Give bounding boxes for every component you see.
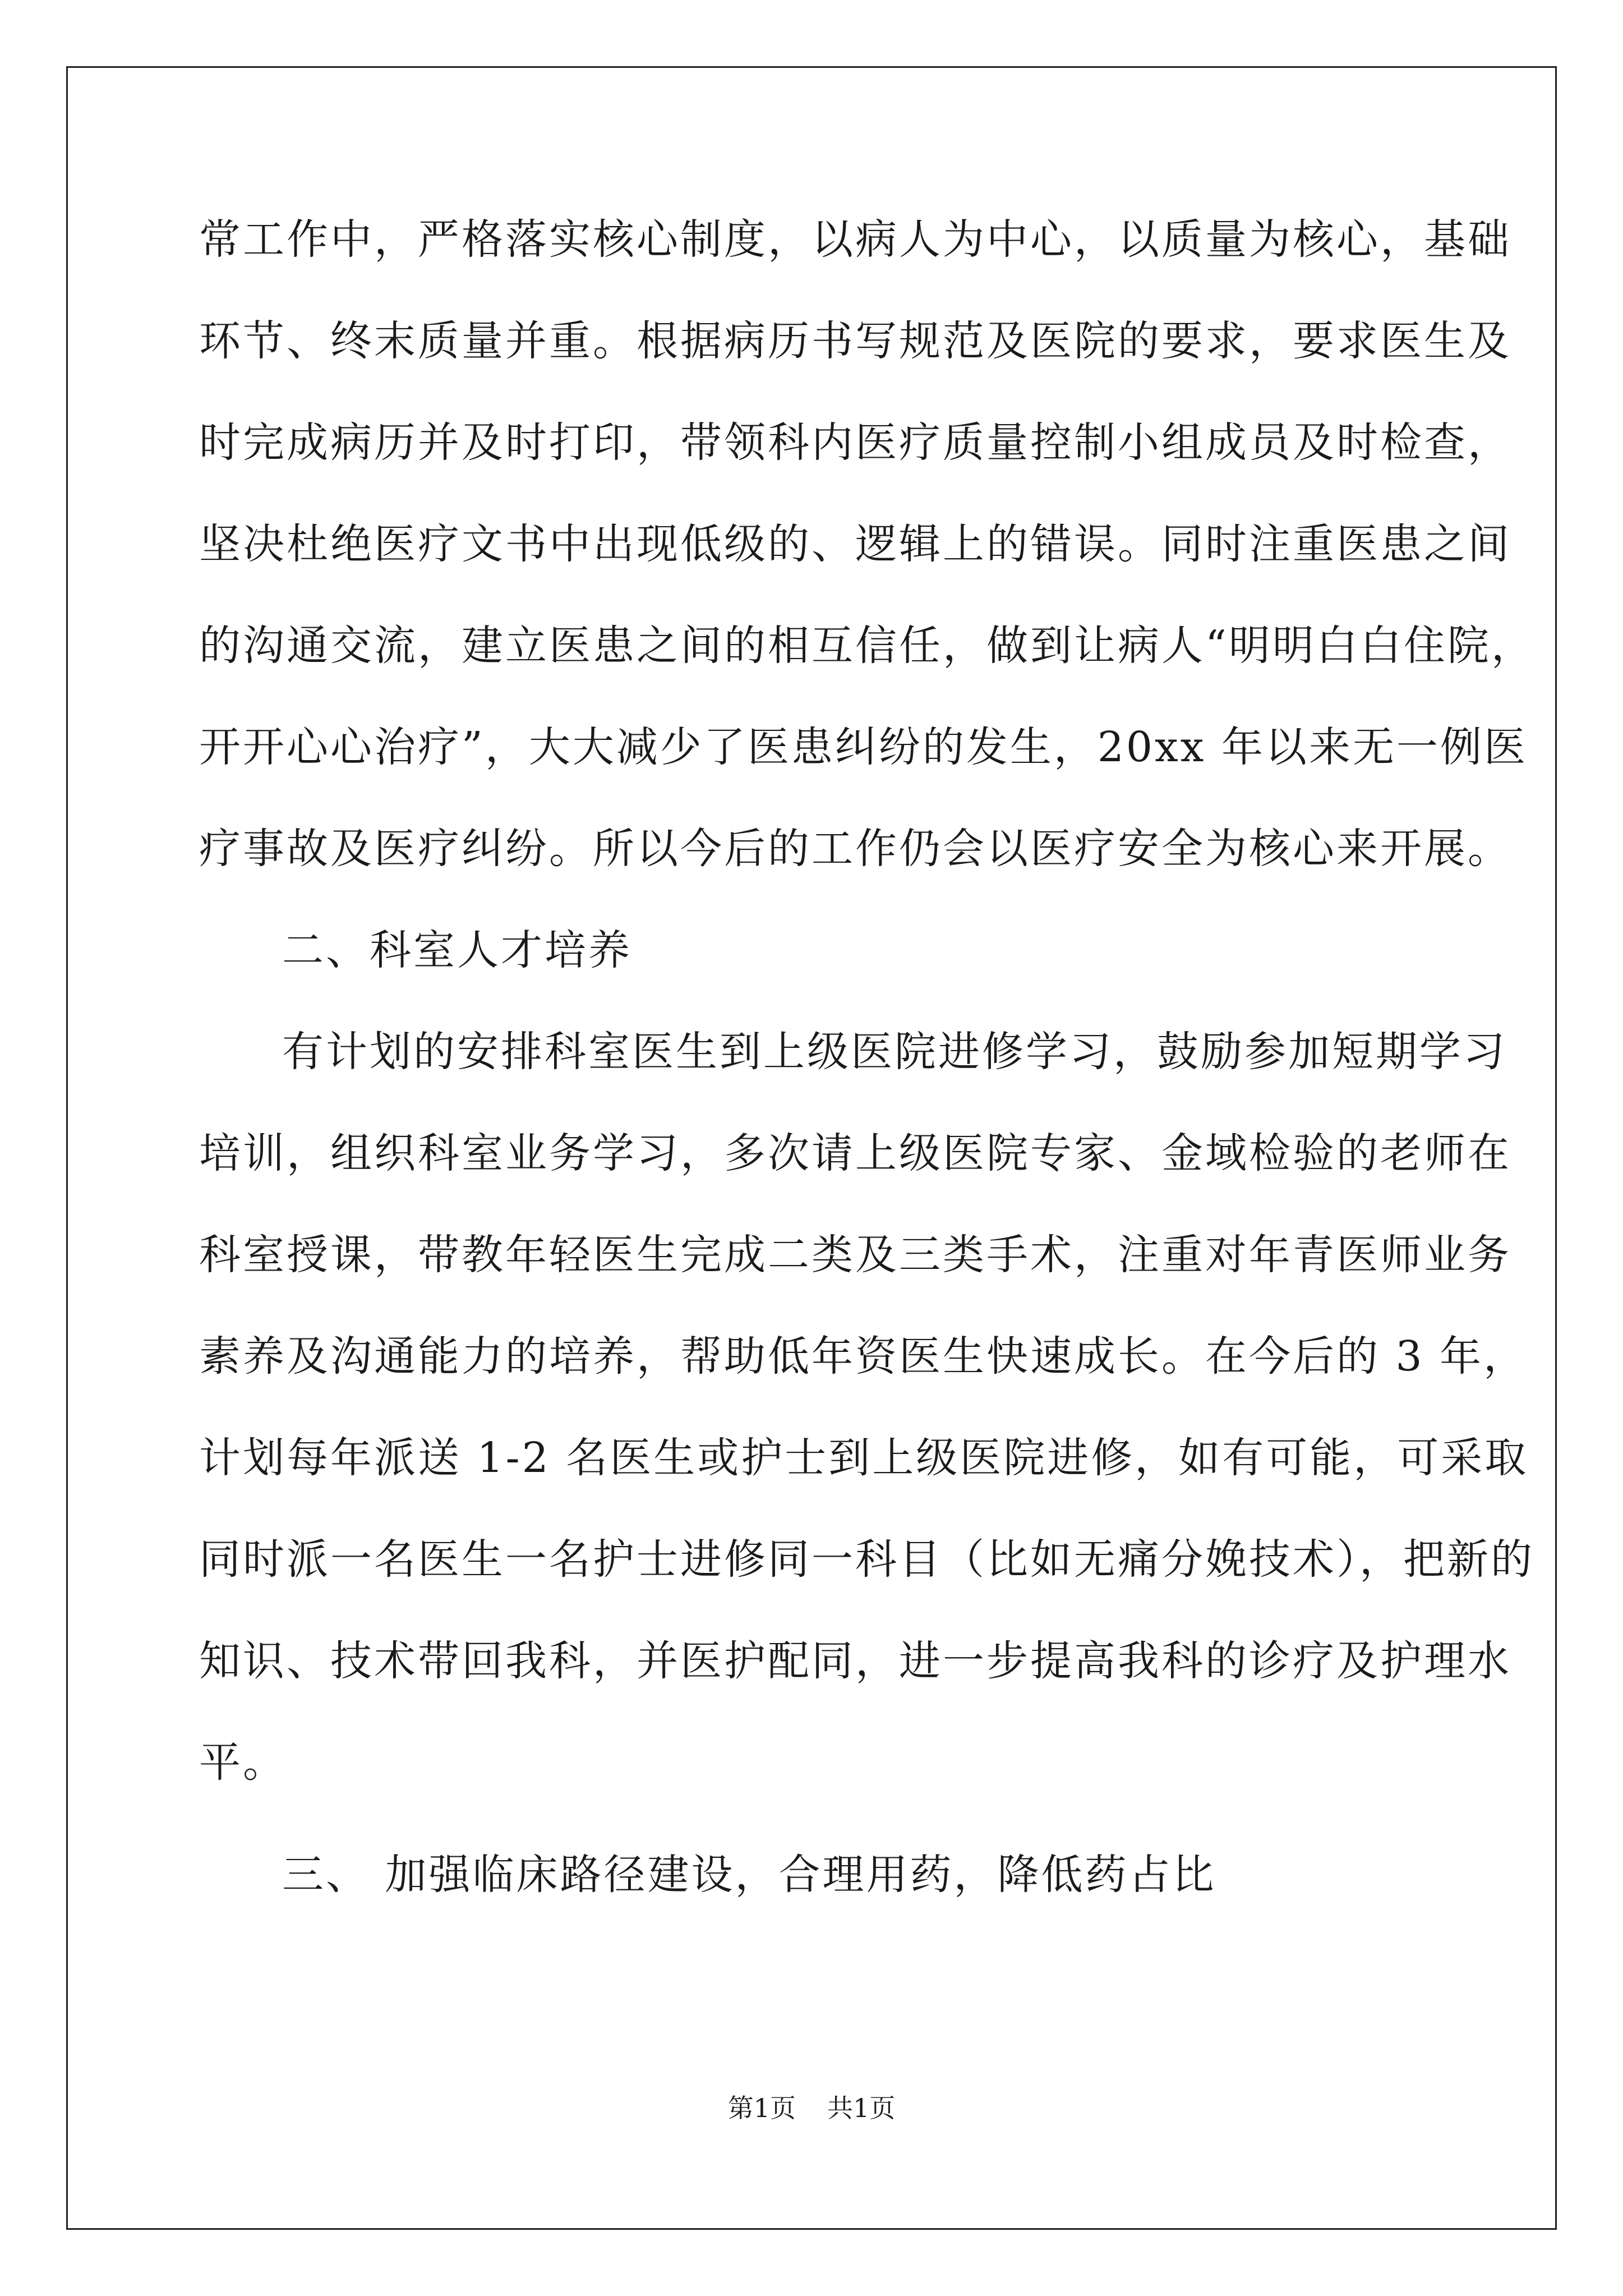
document-body xyxy=(199,215,1535,1955)
text-line: 平。 xyxy=(199,1738,287,1787)
text-line: 培训，组织科室业务学习，多次请上级医院专家、金域检验的老师在 xyxy=(199,1129,1511,1177)
text-line: 素养及沟通能力的培养，帮助低年资医生快速成长。在今后的 3 年， xyxy=(199,1332,1528,1381)
page-footer xyxy=(0,2095,1623,2121)
page-number: 第1页 xyxy=(727,2093,796,2123)
text-line: 开开心心治疗”，大大减少了医患纠纷的发生，20xx 年以来无一例医 xyxy=(199,723,1528,771)
text-line: 常工作中，严格落实核心制度，以病人为中心，以质量为核心，基础 xyxy=(199,215,1511,264)
text-line: 环节、终末质量并重。根据病历书写规范及医院的要求，要求医生及 xyxy=(199,317,1511,365)
text-line: 的沟通交流，建立医患之间的相互信任，做到让病人“明明白白住院， xyxy=(199,622,1535,670)
paragraph-quality-safety xyxy=(199,215,1535,873)
text-line: 科室授课，带教年轻医生完成二类及三类手术，注重对年青医师业务 xyxy=(199,1231,1511,1279)
text-line: 时完成病历并及时打印，带领科内医疗质量控制小组成员及时检查， xyxy=(199,418,1511,467)
paragraph-talent-training xyxy=(199,1028,1534,1787)
section-heading-talent-training: 二、科室人才培养 xyxy=(282,926,632,974)
text-line: 疗事故及医疗纠纷。所以今后的工作仍会以医疗安全为核心来开展。 xyxy=(199,825,1511,873)
text-line: 坚决杜绝医疗文书中出现低级的、逻辑上的错误。同时注重医患之间 xyxy=(199,520,1511,568)
text-line: 有计划的安排科室医生到上级医院进修学习，鼓励参加短期学习 xyxy=(282,1028,1507,1076)
text-line: 知识、技术带回我科，并医护配同，进一步提高我科的诊疗及护理水 xyxy=(199,1637,1511,1685)
text-line: 同时派一名医生一名护士进修同一科目（比如无痛分娩技术），把新的 xyxy=(199,1535,1534,1584)
page-total: 共1页 xyxy=(827,2093,896,2123)
text-line: 计划每年派送 1-2 名医生或护士到上级医院进修，如有可能，可采取 xyxy=(199,1434,1529,1482)
section-heading-clinical-pathway: 三、 加强临床路径建设，合理用药，降低药占比 xyxy=(282,1851,1216,1899)
